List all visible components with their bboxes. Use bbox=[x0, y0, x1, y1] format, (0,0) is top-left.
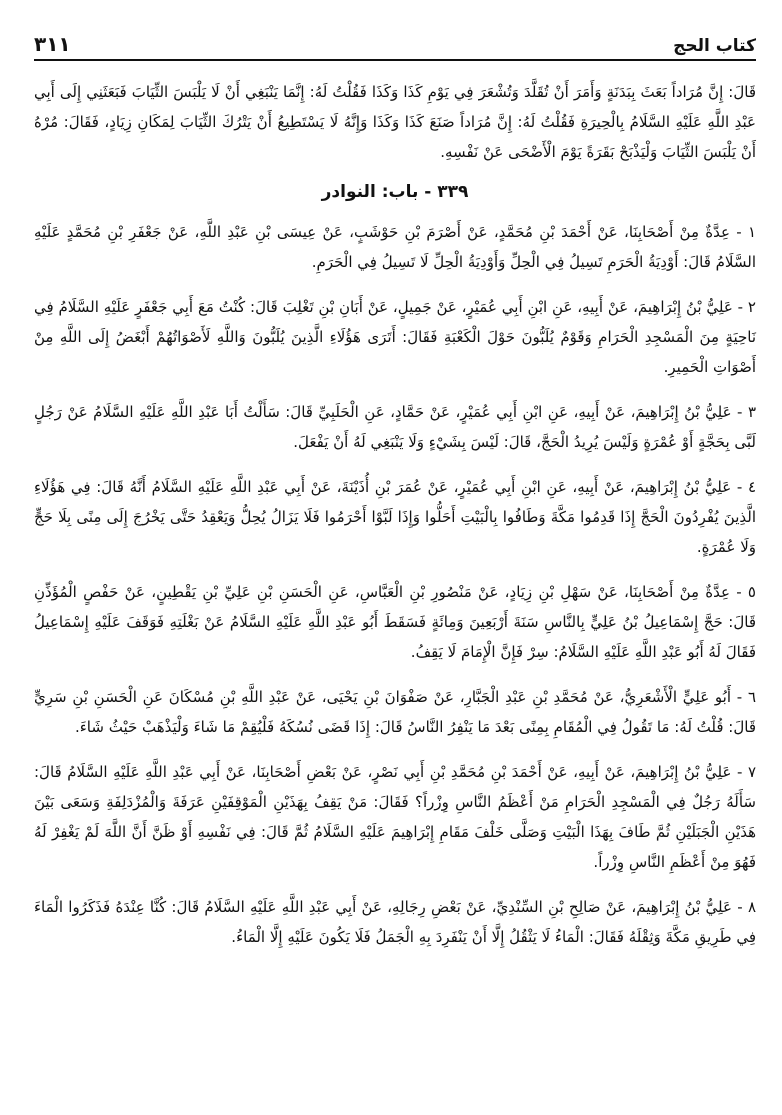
hadith-text: عَلِيُّ بْنُ إِبْرَاهِيمَ، عَنْ أَبِيهِ، عَنِ ابْنِ أَبِي عُمَيْرٍ، عَنْ عُمَرَ بْنِ أُذَيْنَةَ، عَنْ أَبِي عَبْدِ اللَّهِ عَلَيْهِ السَّلَامُ أَنَّهُ قَالَ: فِي هَؤُلَاءِ الَّذِينَ يُفْرِدُونَ الْحَجَّ إِذَا قَدِمُوا مَكَّةَ وَطَافُوا بِالْبَيْتِ أَحَلُّوا وَإِذَا لَبَّوْا أَحْرَمُوا فَلَا يَزَالُ يُحِلُّ وَيَعْقِدُ حَتَّى يَخْرُجَ إِلَى مِنًى بِلَا حَجٍّ وَلَا عُمْرَةٍ. bbox=[34, 478, 756, 556]
hadith-entry bbox=[34, 682, 756, 742]
hadith-text: عَلِيُّ بْنُ إِبْرَاهِيمَ، عَنْ أَبِيهِ، عَنْ أَحْمَدَ بْنِ مُحَمَّدِ بْنِ أَبِي نَصْرٍ، عَنْ بَعْضِ أَصْحَابِنَا، عَنْ أَبِي عَبْدِ اللَّهِ عَلَيْهِ السَّلَامُ قَالَ: سَأَلَهُ رَجُلٌ فِي الْمَسْجِدِ الْحَرَامِ مَنْ أَعْظَمُ النَّاسِ وِزْراً؟ فَقَالَ: مَنْ يَقِفُ بِهَذَيْنِ الْمَوْقِفَيْنِ عَرَفَةَ وَالْمُزْدَلِفَةِ وَسَعَى بَيْنَ هَذَيْنِ الْجَبَلَيْنِ ثُمَّ طَافَ بِهَذَا الْبَيْتِ وَصَلَّى خَلْفَ مَقَامِ إِبْرَاهِيمَ عَلَيْهِ السَّلَامُ ثُمَّ قَالَ: فِي نَفْسِهِ أَوْ ظَنَّ أَنَّ اللَّهَ لَمْ يَغْفِرْ لَهُ فَهُوَ مِنْ أَعْظَمِ النَّاسِ وِزْراً. bbox=[34, 763, 756, 871]
hadith-number: ٧ - bbox=[736, 763, 756, 781]
hadith-entry bbox=[34, 472, 756, 562]
hadith-list bbox=[34, 217, 756, 952]
hadith-number: ٣ - bbox=[737, 403, 756, 421]
hadith-text: عِدَّةٌ مِنْ أَصْحَابِنَا، عَنْ أَحْمَدَ بْنِ مُحَمَّدٍ، عَنْ أَصْرَمَ بْنِ حَوْشَبٍ، عَنْ عِيسَى بْنِ عَبْدِ اللَّهِ، عَنْ جَعْفَرِ بْنِ مُحَمَّدٍ عَلَيْهِ السَّلَامُ قَالَ: أَوْدِيَةُ الْحَرَمِ تَسِيلُ فِي الْحِلِّ وَأَوْدِيَةُ الْحِلِّ لَا تَسِيلُ فِي الْحَرَمِ. bbox=[34, 223, 756, 271]
book-title: كتاب الحج bbox=[673, 36, 756, 56]
hadith-text: عَلِيُّ بْنُ إِبْرَاهِيمَ، عَنْ صَالِحِ بْنِ السِّنْدِيِّ، عَنْ بَعْضِ رِجَالِهِ، عَنْ أَبِي عَبْدِ اللَّهِ عَلَيْهِ السَّلَامُ قَالَ: كُنَّا عِنْدَهُ فَذَكَرُوا الْمَاءَ فِي طَرِيقِ مَكَّةَ وَثِقْلَهُ فَقَالَ: الْمَاءُ لَا يَثْقُلُ إِلَّا أَنْ يَنْفَرِدَ بِهِ الْجَمَلُ فَلَا يَكُونَ عَلَيْهِ إِلَّا الْمَاءُ. bbox=[34, 898, 756, 946]
page-header bbox=[34, 28, 756, 61]
hadith-text: أَبُو عَلِيٍّ الْأَشْعَرِيُّ، عَنْ مُحَمَّدِ بْنِ عَبْدِ الْجَبَّارِ، عَنْ صَفْوَانَ بْنِ يَحْيَى، عَنْ عَبْدِ اللَّهِ بْنِ مُسْكَانَ عَنِ الْحَسَنِ بْنِ سَرِيٍّ قَالَ: قُلْتُ لَهُ: مَا تَقُولُ فِي الْمُقَامِ بِمِنًى بَعْدَ مَا يَنْفِرُ النَّاسُ قَالَ: إِذَا قَضَى نُسُكَهُ فَلْيُقِمْ مَا شَاءَ وَلْيَذْهَبْ حَيْثُ شَاءَ. bbox=[34, 688, 756, 736]
hadith-entry bbox=[34, 577, 756, 667]
hadith-number: ٨ - bbox=[737, 898, 756, 916]
hadith-entry bbox=[34, 757, 756, 877]
page-number: ٣١١ bbox=[34, 32, 71, 56]
hadith-number: ٢ - bbox=[737, 298, 756, 316]
hadith-number: ٦ - bbox=[736, 688, 756, 706]
hadith-number: ٤ - bbox=[736, 478, 756, 496]
intro-paragraph: قَالَ: إِنَّ مُرَاداً بَعَثَ بِبَدَنَةٍ وَأَمَرَ أَنْ تُقَلَّدَ وَتُشْعَرَ فِي يَوْمِ كَذَا وَكَذَا فَقُلْتُ لَهُ: إِنَّمَا يَنْبَغِي أَنْ لَا يَلْبَسَ الثِّيَابَ فَبَعَثَنِي إِلَى أَبِي عَبْدِ اللَّهِ عَلَيْهِ السَّلَامُ بِالْحِيرَةِ فَقُلْتُ لَهُ: إِنَّ مُرَاداً صَنَعَ كَذَا وَكَذَا وَإِنَّهُ لَا يَسْتَطِيعُ أَنْ يَتْرُكَ الثِّيَابَ لِمَكَانِ زِيَادٍ، فَقَالَ: مُرْهُ أَنْ يَلْبَسَ الثِّيَابَ وَلْيَذْبَحْ بَقَرَةً يَوْمَ الْأَضْحَى عَنْ نَفْسِهِ. bbox=[34, 83, 756, 161]
book-page bbox=[34, 28, 756, 960]
hadith-entry bbox=[34, 292, 756, 382]
hadith-text: عِدَّةٌ مِنْ أَصْحَابِنَا، عَنْ سَهْلِ بْنِ زِيَادٍ، عَنْ مَنْصُورِ بْنِ الْعَبَّاسِ، عَنِ الْحَسَنِ بْنِ عَلِيِّ بْنِ يَقْطِينٍ، عَنْ حَفْصٍ الْمُؤَذِّنِ قَالَ: حَجَّ إِسْمَاعِيلُ بْنُ عَلِيٍّ بِالنَّاسِ سَنَةَ أَرْبَعِينَ وَمِائَةٍ فَسَقَطَ أَبُو عَبْدِ اللَّهِ عَلَيْهِ السَّلَامُ عَنْ بَغْلَتِهِ فَوَقَفَ عَلَيْهِ إِسْمَاعِيلُ فَقَالَ لَهُ أَبُو عَبْدِ اللَّهِ عَلَيْهِ السَّلَامُ: سِرْ فَإِنَّ الْإِمَامَ لَا يَقِفُ. bbox=[34, 583, 756, 661]
chapter-title: ٣٣٩ - باب: النوادر bbox=[321, 182, 469, 202]
hadith-entry bbox=[34, 217, 756, 277]
hadith-entry bbox=[34, 892, 756, 952]
hadith-number: ٥ - bbox=[736, 583, 756, 601]
hadith-text: عَلِيُّ بْنُ إِبْرَاهِيمَ، عَنْ أَبِيهِ، عَنِ ابْنِ أَبِي عُمَيْرٍ، عَنْ حَمَّادٍ، عَنِ الْحَلَبِيِّ قَالَ: سَأَلْتُ أَبَا عَبْدِ اللَّهِ عَلَيْهِ السَّلَامُ عَنْ رَجُلٍ لَبَّى بِحَجَّةٍ أَوْ عُمْرَةٍ وَلَيْسَ يُرِيدُ الْحَجَّ، قَالَ: لَيْسَ بِشَيْءٍ وَلَا يَنْبَغِي لَهُ أَنْ يَفْعَلَ. bbox=[34, 403, 756, 451]
hadith-text: عَلِيُّ بْنُ إِبْرَاهِيمَ، عَنْ أَبِيهِ، عَنِ ابْنِ أَبِي عُمَيْرٍ، عَنْ جَمِيلٍ، عَنْ أَبَانِ بْنِ تَغْلِبَ قَالَ: كُنْتُ مَعَ أَبِي جَعْفَرٍ عَلَيْهِ السَّلَامُ فِي نَاحِيَةٍ مِنَ الْمَسْجِدِ الْحَرَامِ وَقَوْمٌ يُلَبُّونَ حَوْلَ الْكَعْبَةِ فَقَالَ: أَتَرَى هَؤُلَاءِ الَّذِينَ يُلَبُّونَ وَاللَّهِ لَأَصْوَاتُهُمْ أَبْغَضُ إِلَى اللَّهِ مِنْ أَصْوَاتِ الْحَمِيرِ. bbox=[34, 298, 756, 376]
hadith-entry bbox=[34, 397, 756, 457]
hadith-number: ١ - bbox=[736, 223, 756, 241]
